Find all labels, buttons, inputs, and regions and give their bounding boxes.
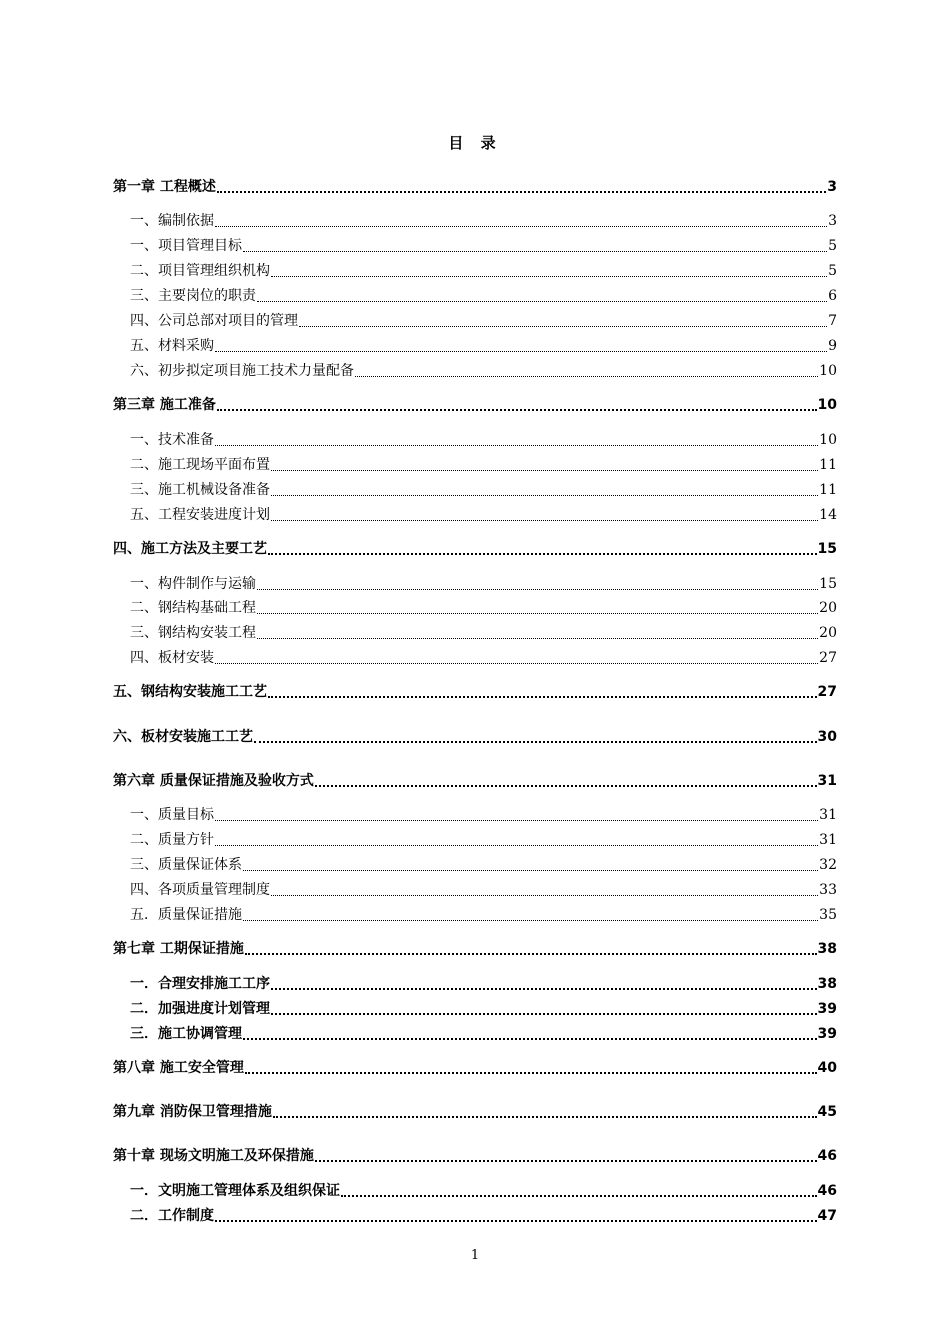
toc-entry[interactable] — [113, 939, 837, 959]
toc-dot-leader — [257, 589, 818, 590]
toc-entry-page: 39 — [817, 1001, 837, 1017]
toc-entry-page: 46 — [817, 1148, 837, 1164]
toc-entry-page: 39 — [817, 1026, 837, 1042]
toc-entry-title: 五．质量保证措施 — [130, 907, 242, 923]
toc-entry-title: 三、钢结构安装工程 — [130, 625, 256, 641]
toc-dot-leader — [217, 409, 817, 411]
toc-dot-leader — [243, 251, 827, 252]
toc-entry-title: 一、项目管理目标 — [130, 238, 242, 254]
toc-dot-leader — [271, 520, 818, 521]
toc-dot-leader — [315, 1160, 817, 1162]
toc-entry-title: 第六章 质量保证措施及验收方式 — [113, 773, 314, 789]
toc-entry-title: 一．合理安排施工工序 — [130, 976, 270, 992]
toc-entry-title: 六、初步拟定项目施工技术力量配备 — [130, 363, 354, 379]
toc-entry-page: 11 — [819, 457, 837, 473]
toc-entry-title: 第八章 施工安全管理 — [113, 1060, 244, 1076]
toc-entry[interactable] — [113, 395, 837, 415]
toc-entry-title: 二、施工现场平面布置 — [130, 457, 270, 473]
toc-dot-leader — [215, 226, 827, 227]
toc-dot-leader — [271, 470, 818, 471]
toc-entry[interactable] — [130, 999, 837, 1019]
toc-entry-title: 三、施工机械设备准备 — [130, 482, 270, 498]
toc-entry[interactable] — [130, 574, 837, 594]
toc-dot-leader — [243, 920, 818, 921]
toc-entry-title: 二、钢结构基础工程 — [130, 600, 256, 616]
toc-dot-leader — [273, 1116, 817, 1118]
toc-entry[interactable] — [130, 855, 837, 875]
toc-entry-title: 第一章 工程概述 — [113, 179, 216, 195]
toc-dot-leader — [257, 613, 818, 614]
toc-entry-title: 五、材料采购 — [130, 338, 214, 354]
toc-entry-page: 11 — [819, 482, 837, 498]
toc-entry[interactable] — [130, 505, 837, 525]
toc-entry-page: 15 — [819, 576, 837, 592]
toc-dot-leader — [215, 845, 818, 846]
toc-entry-title: 二、项目管理组织机构 — [130, 263, 270, 279]
toc-dot-leader — [215, 351, 827, 352]
toc-dot-leader — [355, 376, 818, 377]
toc-entry[interactable] — [113, 771, 837, 791]
toc-entry-title: 四、施工方法及主要工艺 — [113, 541, 267, 557]
toc-entry-page: 33 — [819, 882, 837, 898]
toc-entry-title: 二．工作制度 — [130, 1208, 214, 1224]
toc-entry-title: 一、构件制作与运输 — [130, 576, 256, 592]
toc-entry-page: 31 — [817, 773, 837, 789]
toc-entry-page: 5 — [828, 263, 837, 279]
toc-entry[interactable] — [113, 1102, 837, 1122]
toc-entry-page: 9 — [828, 338, 837, 354]
toc-dot-leader — [243, 1038, 817, 1040]
toc-entry-title: 五、工程安装进度计划 — [130, 507, 270, 523]
toc-entry-title: 六、板材安装施工工艺 — [113, 729, 253, 745]
toc-entry-title: 一、技术准备 — [130, 432, 214, 448]
toc-entry-page: 38 — [817, 976, 837, 992]
toc-dot-leader — [271, 1013, 817, 1015]
toc-entry[interactable] — [130, 623, 837, 643]
toc-entry-page: 35 — [819, 907, 837, 923]
toc-entry[interactable] — [130, 286, 837, 306]
toc-dot-leader — [243, 870, 818, 871]
toc-entry-title: 三、主要岗位的职责 — [130, 288, 256, 304]
toc-entry-title: 三．施工协调管理 — [130, 1026, 242, 1042]
toc-entry[interactable] — [130, 480, 837, 500]
toc-entry-page: 10 — [819, 432, 837, 448]
page-number: 1 — [470, 1248, 480, 1263]
toc-entry-title: 二、质量方针 — [130, 832, 214, 848]
toc-dot-leader — [257, 301, 827, 302]
toc-entry[interactable] — [113, 727, 837, 747]
toc-entry-page: 45 — [817, 1104, 837, 1120]
toc-dot-leader — [268, 553, 817, 555]
toc-entry-title: 四、板材安装 — [130, 650, 214, 666]
toc-dot-leader — [271, 988, 817, 990]
toc-dot-leader — [245, 953, 817, 955]
toc-entry[interactable] — [130, 598, 837, 618]
toc-entry[interactable] — [130, 236, 837, 256]
toc-entry[interactable] — [130, 880, 837, 900]
toc-dot-leader — [215, 663, 818, 664]
toc-entry[interactable] — [130, 1024, 837, 1044]
toc-entry-page: 31 — [819, 832, 837, 848]
toc-entry[interactable] — [130, 311, 837, 331]
toc-dot-leader — [257, 638, 818, 639]
toc-dot-leader — [215, 1220, 817, 1222]
toc-entry-title: 五、钢结构安装施工工艺 — [113, 684, 267, 700]
toc-entry-page: 10 — [819, 363, 837, 379]
toc-entry-title: 第三章 施工准备 — [113, 397, 216, 413]
toc-entry-page: 27 — [817, 684, 837, 700]
toc-entry-page: 20 — [819, 625, 837, 641]
toc-entry-page: 40 — [817, 1060, 837, 1076]
toc-entry-page: 30 — [817, 729, 837, 745]
toc-entry[interactable] — [130, 974, 837, 994]
toc-entry[interactable] — [130, 805, 837, 825]
toc-entry-title: 四、公司总部对项目的管理 — [130, 313, 298, 329]
toc-entry-page: 3 — [827, 179, 837, 195]
toc-entry[interactable] — [113, 682, 837, 702]
toc-entry-title: 二．加强进度计划管理 — [130, 1001, 270, 1017]
toc-dot-leader — [315, 785, 817, 787]
toc-entry[interactable] — [130, 1181, 837, 1201]
toc-dot-leader — [299, 326, 827, 327]
toc-entry-page: 10 — [817, 397, 837, 413]
toc-entry-title: 一、编制依据 — [130, 213, 214, 229]
toc-entry-page: 38 — [817, 941, 837, 957]
toc-entry[interactable] — [130, 336, 837, 356]
toc-dot-leader — [254, 741, 817, 743]
toc-entry-title: 第七章 工期保证措施 — [113, 941, 244, 957]
toc-entry[interactable] — [130, 455, 837, 475]
toc-entry[interactable] — [130, 648, 837, 668]
toc-entry[interactable] — [130, 905, 837, 925]
toc-entry-page: 46 — [817, 1183, 837, 1199]
toc-dot-leader — [271, 276, 827, 277]
toc-entry[interactable] — [113, 177, 837, 197]
toc-entry[interactable] — [130, 1206, 837, 1226]
toc-entry-page: 32 — [819, 857, 837, 873]
toc-entry[interactable] — [130, 261, 837, 281]
toc-entry[interactable] — [113, 1146, 837, 1166]
toc-entry-page: 15 — [817, 541, 837, 557]
toc-dot-leader — [215, 820, 818, 821]
toc-entry-page: 20 — [819, 600, 837, 616]
toc-entry-page: 14 — [819, 507, 837, 523]
toc-entry-page: 3 — [828, 213, 837, 229]
toc-entry-page: 5 — [828, 238, 837, 254]
toc-entry[interactable] — [113, 1058, 837, 1078]
toc-entry-page: 31 — [819, 807, 837, 823]
toc-entry[interactable] — [130, 430, 837, 450]
toc-entry-page: 47 — [817, 1208, 837, 1224]
toc-entry-title: 一、质量目标 — [130, 807, 214, 823]
toc-dot-leader — [341, 1195, 817, 1197]
toc-dot-leader — [268, 696, 817, 698]
toc-entry-title: 一．文明施工管理体系及组织保证 — [130, 1183, 340, 1199]
toc-entry[interactable] — [130, 211, 837, 231]
toc-dot-leader — [245, 1072, 817, 1074]
toc-dot-leader — [271, 895, 818, 896]
toc-entry[interactable] — [130, 830, 837, 850]
toc-entry-page: 6 — [828, 288, 837, 304]
toc-dot-leader — [271, 495, 818, 496]
toc-entry-title: 第九章 消防保卫管理措施 — [113, 1104, 272, 1120]
toc-entry[interactable] — [130, 361, 837, 381]
toc-dot-leader — [215, 445, 818, 446]
toc-entry-title: 第十章 现场文明施工及环保措施 — [113, 1148, 314, 1164]
toc-dot-leader — [217, 191, 826, 193]
toc-entry-page: 7 — [828, 313, 837, 329]
toc-entry[interactable] — [113, 539, 837, 559]
toc-title: 目 录 — [448, 134, 502, 152]
toc-entry-title: 三、质量保证体系 — [130, 857, 242, 873]
toc-entry-title: 四、各项质量管理制度 — [130, 882, 270, 898]
toc-entry-page: 27 — [819, 650, 837, 666]
